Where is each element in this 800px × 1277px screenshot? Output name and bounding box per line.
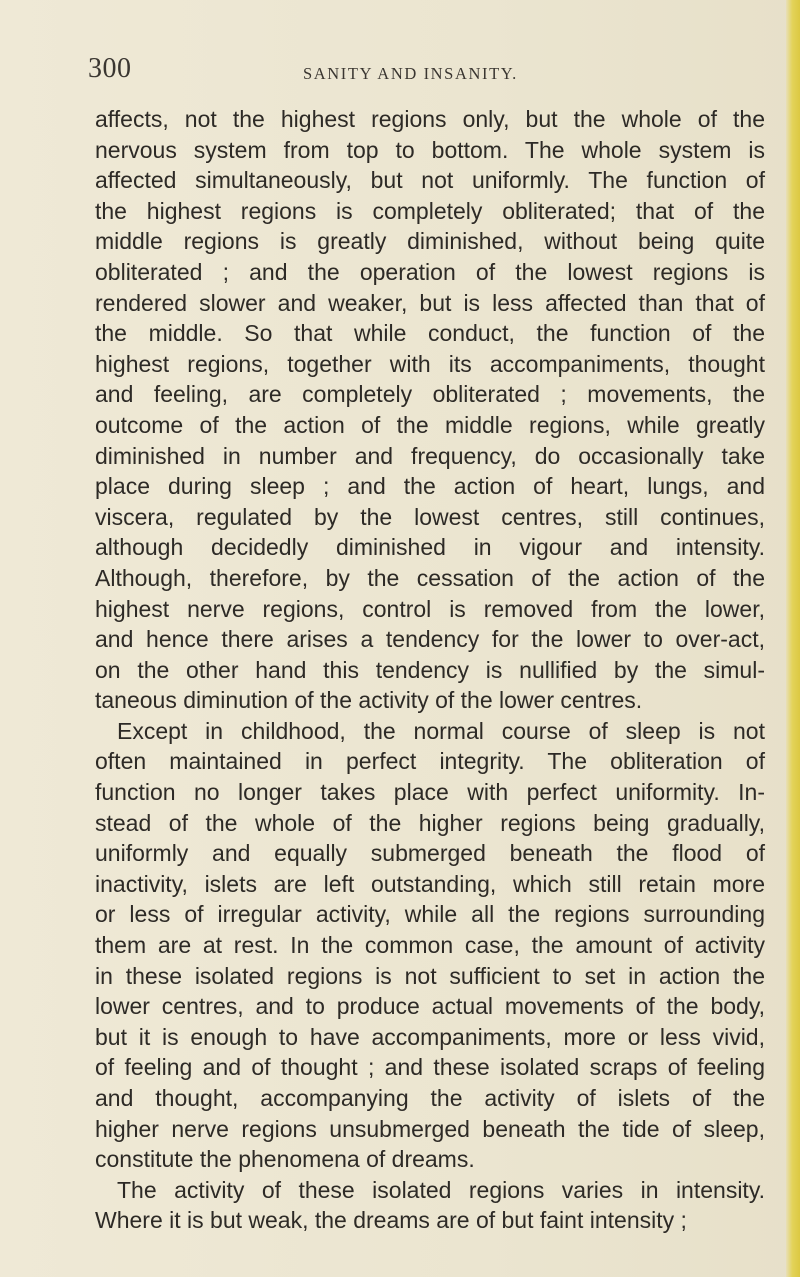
text-line: lower centres, and to produce actual movements of the body,: [95, 993, 765, 1020]
text-line: but it is enough to have accompaniments, more or less vivid,: [95, 1023, 765, 1050]
text-line: place during sleep ; and the action of heart, lungs, and: [95, 473, 765, 500]
text-line: taneous diminution of the activity of the lower centres.: [95, 687, 643, 714]
text-line: on the other hand this tendency is nullified by the simul-: [95, 656, 765, 683]
page-number: 300: [88, 53, 132, 84]
paragraph: [95, 104, 765, 716]
running-head: [88, 53, 768, 93]
text-line: in these isolated regions is not sufficient to set in action the: [95, 962, 765, 989]
text-line: and hence there arises a tendency for the lower to over-act,: [95, 626, 765, 653]
text-line: rendered slower and weaker, but is less affected than that of: [95, 289, 765, 316]
text-line: affects, not the highest regions only, but the whole of the: [95, 106, 765, 132]
text-line: of feeling and of thought ; and these isolated scraps of feeling: [95, 1054, 765, 1081]
paragraph: [95, 716, 765, 1175]
text-line: stead of the whole of the higher regions being gradually,: [95, 809, 765, 836]
text-line: highest nerve regions, control is removed from the lower,: [95, 595, 765, 622]
text-line: and feeling, are completely obliterated ; movements, the: [95, 381, 765, 408]
text-line: Although, therefore, by the cessation of the action of the: [95, 564, 765, 591]
text-line: viscera, regulated by the lowest centres, still continues,: [95, 503, 765, 530]
text-line: highest regions, together with its accompaniments, thought: [95, 350, 765, 377]
text-line: and thought, accompanying the activity of islets of the: [95, 1085, 765, 1111]
text-line: inactivity, islets are left outstanding, which still retain more: [95, 870, 765, 897]
paragraph: [95, 1175, 765, 1236]
text-line: although decidedly diminished in vigour and intensity.: [95, 534, 765, 561]
text-line: higher nerve regions unsubmerged beneath the tide of sleep,: [95, 1115, 765, 1142]
page-edge: [786, 0, 800, 1277]
text-line: function no longer takes place with perfect uniformity. In-: [95, 779, 765, 806]
text-line: diminished in number and frequency, do occasionally take: [95, 442, 765, 469]
text-line: them are at rest. In the common case, the amount of activity: [95, 932, 765, 959]
body-text: [95, 104, 765, 1236]
text-line: affected simultaneously, but not uniformly. The function of: [95, 167, 765, 194]
text-line: middle regions is greatly diminished, without being quite: [95, 228, 765, 255]
text-line: outcome of the action of the middle regions, while greatly: [95, 411, 765, 438]
text-line: obliterated ; and the operation of the lowest regions is: [95, 258, 765, 285]
text-line: constitute the phenomena of dreams.: [95, 1146, 475, 1173]
text-line: nervous system from top to bottom. The whole system is: [95, 136, 765, 163]
text-line: uniformly and equally submerged beneath the flood of: [95, 840, 765, 867]
text-line: the middle. So that while conduct, the function of the: [95, 320, 765, 347]
text-line: or less of irregular activity, while all the regions surrounding: [95, 901, 765, 928]
text-line: Where it is but weak, the dreams are of but faint intensity ;: [95, 1207, 687, 1234]
text-line: Except in childhood, the normal course of sleep is not: [117, 717, 765, 744]
text-line: often maintained in perfect integrity. The obliteration of: [95, 748, 765, 775]
text-line: the highest regions is completely obliterated; that of the: [95, 197, 765, 224]
text-line: The activity of these isolated regions varies in intensity.: [117, 1176, 765, 1203]
running-title: SANITY AND INSANITY.: [303, 64, 518, 83]
